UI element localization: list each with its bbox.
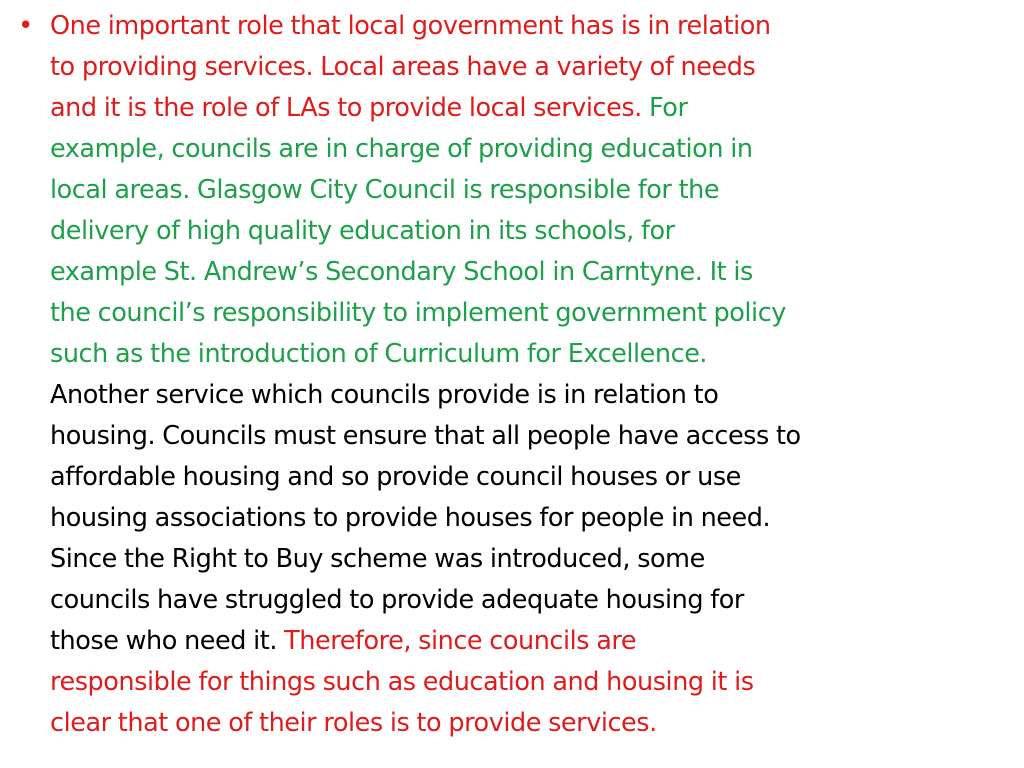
text-segment-black: affordable housing and so provide council houses or use: [50, 462, 741, 492]
text-segment-green: such as the introduction of Curriculum for Excellence.: [50, 339, 708, 369]
text-segment-black: councils have struggled to provide adequate housing for: [50, 585, 744, 615]
text-segment-red: and it is the role of LAs to provide local services.: [50, 93, 649, 123]
text-segment-red: to providing services. Local areas have a variety of needs: [50, 52, 756, 82]
text-segment-red: One important role that local government has is in relation: [50, 11, 771, 41]
text-segment-red: clear that one of their roles is to provide services.: [50, 708, 657, 738]
text-segment-black: housing. Councils must ensure that all people have access to: [50, 421, 801, 451]
text-segment-red: Therefore, since councils are: [284, 626, 637, 656]
body-paragraph: [50, 6, 1015, 744]
text-segment-green: For: [649, 93, 688, 123]
text-segment-red: responsible for things such as education and housing it is: [50, 667, 754, 697]
text-segment-green: the council’s responsibility to implement government policy: [50, 298, 786, 328]
text-segment-black: those who need it.: [50, 626, 285, 656]
text-segment-green: local areas. Glasgow City Council is responsible for the: [50, 175, 720, 205]
text-segment-black: housing associations to provide houses for people in need.: [50, 503, 771, 533]
text-segment-green: example, councils are in charge of providing education in: [50, 134, 753, 164]
text-segment-black: Since the Right to Buy scheme was introduced, some: [50, 544, 705, 574]
text-segment-green: delivery of high quality education in its schools, for: [50, 216, 675, 246]
bullet-marker: •: [18, 11, 34, 41]
text-segment-black: Another service which councils provide is in relation to: [50, 380, 719, 410]
text-segment-green: example St. Andrew’s Secondary School in Carntyne. It is: [50, 257, 753, 287]
